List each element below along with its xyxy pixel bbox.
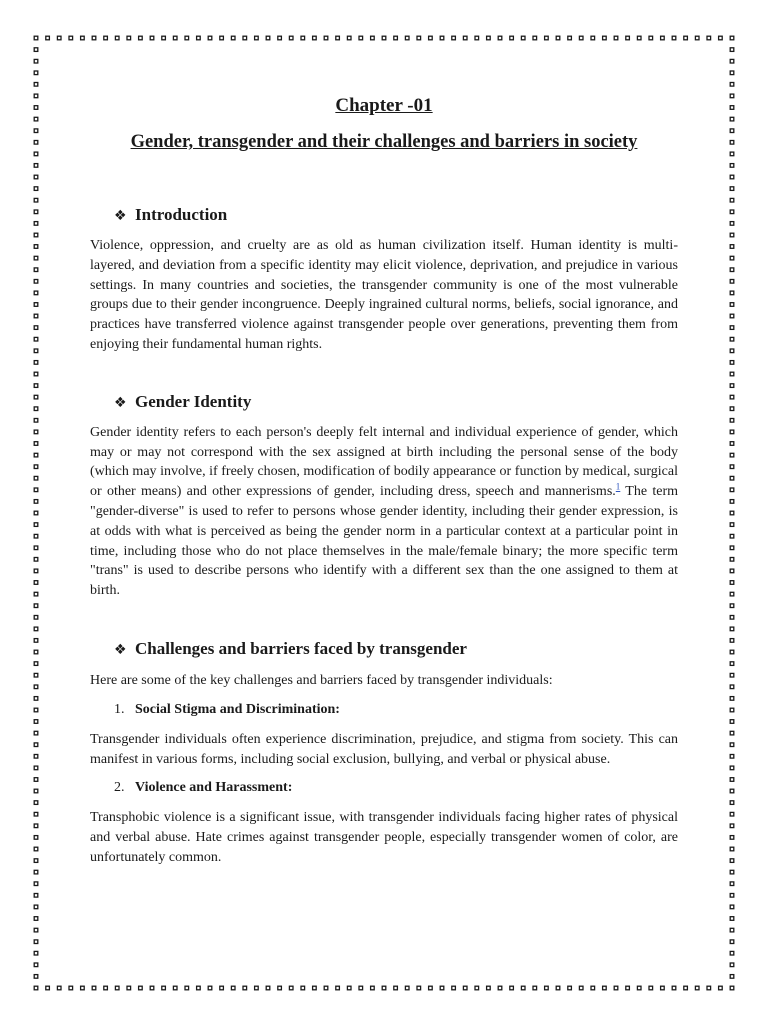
challenges-intro: Here are some of the key challenges and barriers faced by transgender individuals: <box>90 672 553 688</box>
list-number: 2. <box>114 780 125 796</box>
section-heading-label: Gender Identity <box>135 391 252 411</box>
gender-identity-text-part-1: Gender identity refers to each person's deeply felt internal and individual experience of gender, which may or may not correspond with the sex assigned at birth including the personal sense of the body (which may involve, if freely chosen, modification of bodily appearance or function by medical, surgical or other means) and other expressions of gender, including dress, speech and mannerisms. <box>90 424 678 500</box>
list-item-label: Social Stigma and Discrimination: <box>135 701 340 717</box>
diamond-bullet-icon: ❖ <box>114 208 127 224</box>
introduction-paragraph: Violence, oppression, and cruelty are as old as human civilization itself. Human identity is multi-layered, and deviation from a specific identity may elicit violence, deprivation, and prejudice in various settings. In many countries and societies, the transgender community is one of the most vulnerable groups due to their gender incongruence. Deeply ingrained cultural norms, beliefs, social ignorance, and practices have transferred violence against transgender people over generations, preventing them from enjoying their fundamental human rights. <box>90 238 678 352</box>
diamond-bullet-icon: ❖ <box>114 641 127 658</box>
list-item-1-paragraph: Transgender individuals often experience discrimination, prejudice, and stigma from society. This can manifest in various forms, including social exclusion, bullying, and verbal or physical abuse. <box>90 731 678 767</box>
gender-identity-paragraph <box>90 423 678 601</box>
section-heading-label: Introduction <box>135 205 228 224</box>
gender-identity-text-part-2: The term "gender-diverse" is used to refer to persons whose gender identity, including their gender expression, is at odds with what is perceived as being the gender norm in a particular context at a particular point in time, including those who do not place themselves in the male/female binary; the more specific term "trans" is used to describe persons who identify with a different sex than the one assigned to them at birth. <box>90 484 679 599</box>
chapter-title: Chapter -01 <box>335 95 433 116</box>
list-item-label: Violence and Harassment: <box>135 780 293 796</box>
chapter-subtitle: Gender, transgender and their challenges and barriers in society <box>130 132 638 152</box>
section-gender-identity <box>90 390 678 601</box>
list-item-number-2 <box>90 778 678 798</box>
section-heading-gender-identity <box>90 390 678 415</box>
list-number: 1. <box>114 701 125 717</box>
section-heading-label: Challenges and barriers faced by transgender <box>135 638 467 658</box>
diamond-bullet-icon: ❖ <box>114 394 127 411</box>
list-item-2-paragraph: Transphobic violence is a significant issue, with transgender individuals facing higher rates of physical and verbal abuse. Hate crimes against transgender people, especially transgender women of color, are unfortunately common. <box>90 810 678 865</box>
section-heading-introduction <box>90 203 678 228</box>
document-body <box>90 93 678 868</box>
section-challenges <box>90 637 678 868</box>
list-item-number-1 <box>90 700 678 720</box>
footnote-link[interactable]: 1 <box>615 481 621 492</box>
section-introduction <box>90 203 678 355</box>
section-heading-challenges <box>90 637 678 662</box>
